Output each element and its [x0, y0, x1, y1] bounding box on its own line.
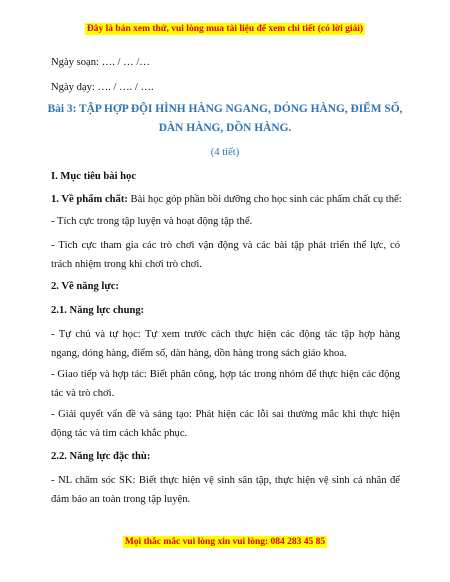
lesson-title-line1: Bài 3: TẬP HỢP ĐỘI HÌNH HÀNG NGANG, DÓNG HÀNG, ĐIỂM SỐ, — [47, 103, 403, 115]
section-heading: I. Mục tiêu bài học — [51, 171, 137, 182]
competency-item: - NL chăm sóc SK: Biết thực hiện vệ sinh sân tập, thực hiện vệ sinh cá nhân để đảm bảo an toàn trong tập luyện. — [51, 475, 400, 505]
contact-footer: Mọi thắc mắc vui lòng xin vui lòng: 084 283 45 85 — [124, 537, 326, 547]
date-taught: Ngày dạy: …. / …. / …. — [51, 82, 154, 93]
lesson-periods: (4 tiết) — [210, 147, 240, 158]
competency-item: - Tự chủ và tự học: Tự xem trước cách thực hiện các động tác tập hợp hàng ngang, dóng hàng, điểm số, dàn hàng, dồn hàng trong sách giáo khoa. — [51, 329, 400, 359]
specific-competency-heading: 2.2. Năng lực đặc thù: — [51, 451, 151, 462]
lesson-title-line2: DÀN HÀNG, DỒN HÀNG. — [158, 122, 292, 134]
general-competency-heading: 2.1. Năng lực chung: — [51, 305, 145, 316]
qualities-heading: 1. Về phẩm chất: — [51, 194, 128, 205]
competency-heading: 2. Về năng lực: — [51, 281, 119, 292]
preview-banner: Đây là bản xem thử, vui lòng mua tài liệu để xem chi tiết (có lời giải) — [86, 24, 364, 34]
date-prepared: Ngày soạn: …. / … /… — [51, 57, 150, 68]
competency-item: - Giao tiếp và hợp tác: Biết phân công, hợp tác trong nhóm để thực hiện các động tác và trò chơi. — [51, 369, 400, 399]
qualities-paragraph — [51, 193, 402, 207]
competency-item: - Giải quyết vấn đề và sáng tạo: Phát hiện các lỗi sai thường mắc khi thực hiện động tác và tìm cách khắc phục. — [51, 409, 400, 439]
qualities-item: - Tích cực tham gia các trò chơi vận động và các bài tập phát triển thể lực, có trách nhiệm trong khi chơi trò chơi. — [51, 240, 400, 270]
qualities-text: Bài học góp phần bồi dưỡng cho học sinh các phẩm chất cụ thể: — [127, 194, 402, 205]
qualities-item: - Tích cực trong tập luyện và hoạt động tập thể. — [51, 216, 253, 227]
